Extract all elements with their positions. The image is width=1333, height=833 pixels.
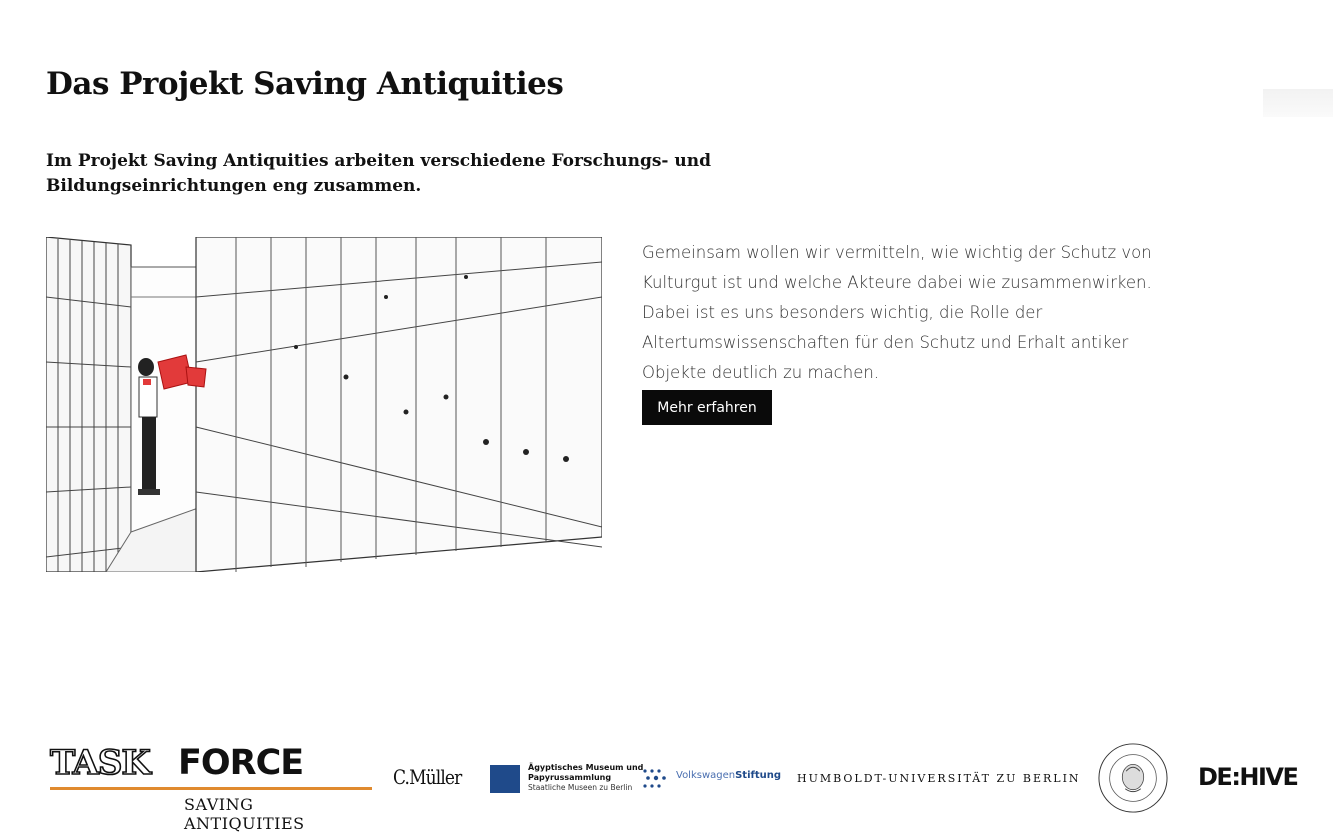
- taskforce-logo[interactable]: [50, 743, 375, 833]
- mehr-erfahren-button[interactable]: Mehr erfahren: [642, 390, 772, 425]
- volkswagenstiftung-logo[interactable]: [642, 767, 782, 797]
- aegyptisches-museum-logo[interactable]: [490, 763, 644, 799]
- cmueller-logo[interactable]: C.Müller: [393, 765, 462, 789]
- vw-name: VolkswagenStiftung: [676, 770, 782, 781]
- body-text: Gemeinsam wollen wir vermitteln, wie wichtig der Schutz von Kulturgut ist und welche Akteure dabei wie zusammenwirken. Dabei ist es uns besonders wichtig, die Rolle der Altertumswissenschaften für den Schutz und Erhalt antiker Objekte deutlich zu machen.: [642, 243, 1152, 382]
- lead-text: Im Projekt Saving Antiquities arbeiten verschiedene Forschungs- und Bildungseinrichtungen eng zusammen.: [46, 151, 711, 196]
- taskforce-underline: [50, 787, 372, 790]
- taskforce-subtitle: SAVING ANTIQUITIES: [184, 795, 305, 833]
- museum-name: Ägyptisches Museum und Papyrussammlung: [528, 763, 644, 782]
- humboldt-logo[interactable]: HUMBOLDT-UNIVERSITÄT ZU BERLIN: [797, 772, 1081, 785]
- archive-shelves-illustration: [46, 237, 602, 572]
- taskforce-word-force: FORCE: [178, 743, 304, 783]
- partner-logos: [0, 735, 1333, 833]
- page-title: Das Projekt Saving Antiquities: [46, 66, 564, 102]
- side-tab[interactable]: [1263, 89, 1333, 117]
- taskforce-word-task: TASK: [50, 743, 150, 783]
- humboldt-seal-icon[interactable]: [1097, 742, 1169, 814]
- museum-mark-icon: [490, 765, 520, 793]
- dehive-logo[interactable]: DE:HIVE: [1198, 763, 1298, 791]
- vw-dots-icon: [642, 767, 672, 793]
- museum-subname: Staatliche Museen zu Berlin: [528, 783, 633, 792]
